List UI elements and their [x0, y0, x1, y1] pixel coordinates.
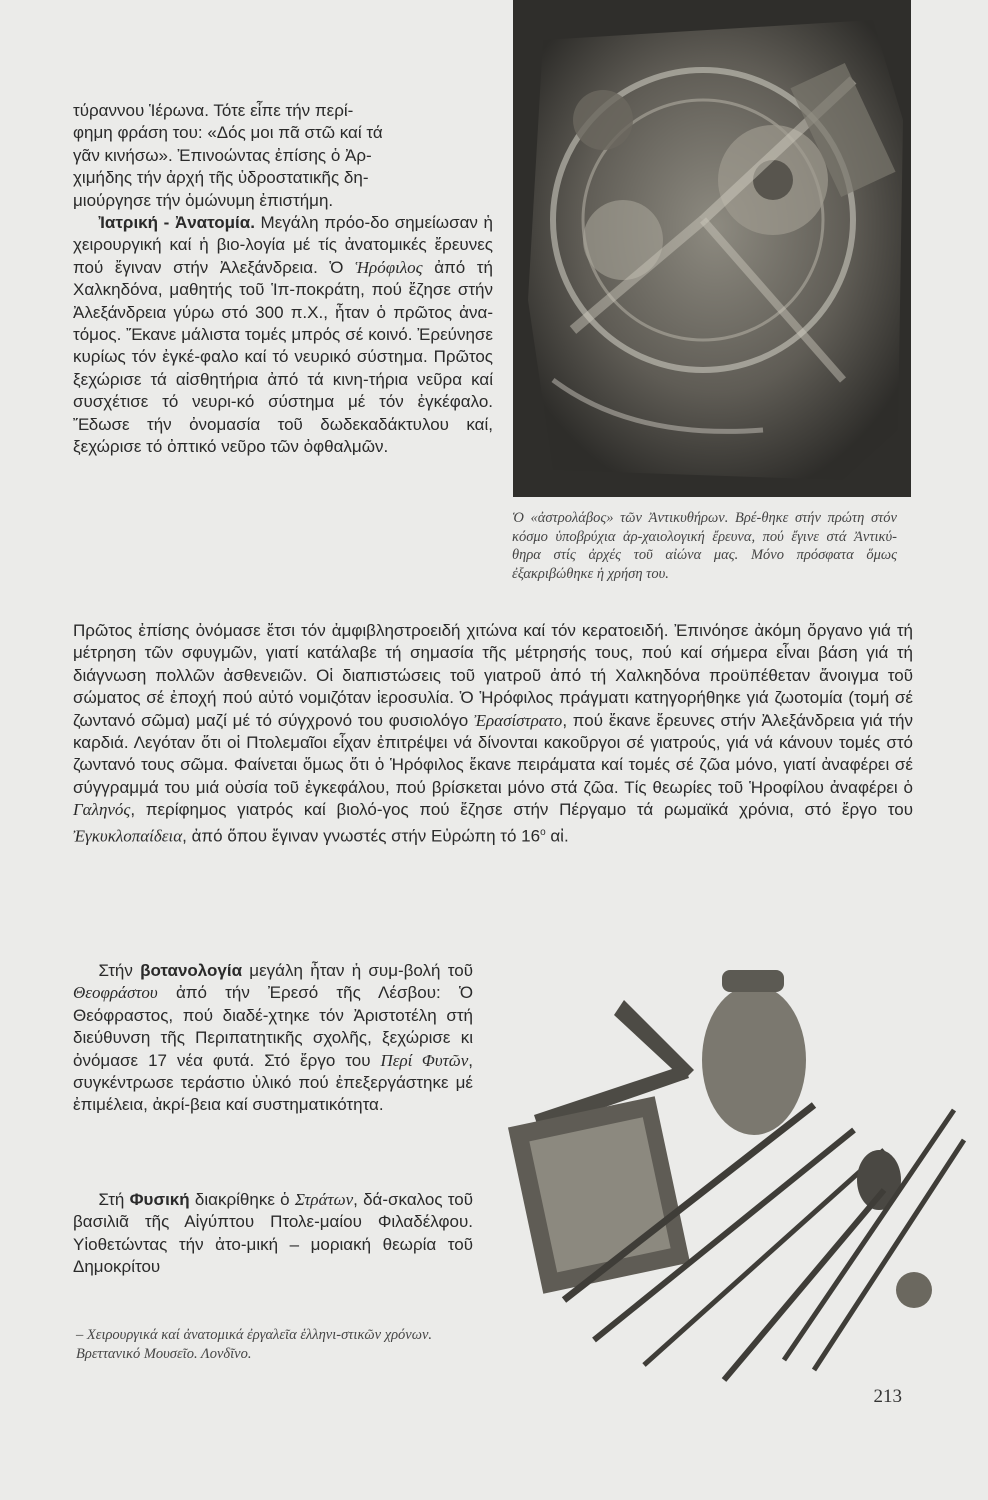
paragraph-physics: Στή Φυσική διακρίθηκε ὁ Στράτων, δά-σκαλος τοῦ βασιλιᾶ τῆς Αἰγύπτου Πτολε-μαίου Φιλαδέλφου. Υἱοθετώντας τήν ἀτο-μική – μοριακή θεωρία τοῦ Δημοκρίτου [73, 1190, 473, 1277]
heading-medicine: Ἰατρική - Ἀνατομία. [98, 213, 255, 233]
paragraph-medicine-continued: Πρῶτος ἐπίσης ὀνόμασε ἔτσι τόν ἀμφιβληστροειδή χιτώνα καί τόν κερατοειδή. Ἐπινόησε ἀκόμη ὄργανο γιά τή μέτρηση τῶν σφυγμῶν, γιατί κατάλαβε τή σημασία τῆς μέτρησής τους, πού καί σήμερα εἶναι βάση γιά τή διάγνωση πολλῶν ἀσθενειῶν. Οἱ διαπιστώσεις τοῦ γιατροῦ ἀπό τή Χαλκηδόνα προϋπέθεταν ἄνοιγμα τοῦ σώματος σέ ἐποχή πού αὐτό νομιζόταν ἱεροσυλία. Ὁ Ἡρόφιλος πράγματι κατηγορήθηκε γιά ζωοτομία (τομή σέ ζωντανό σῶμα) μαζί μέ τό σύγχρονό του φυσιολόγο Ἐρασίστρατο, πού ἔκανε ἔρευνες στήν Ἀλεξάνδρεια γιά τήν καρδιά. Λεγόταν ὅτι οἱ Πτολεμαῖοι εἶχαν ἐπιτρέψει νά δίνονται κακοῦργοι σέ γιατρούς, γιά νά κάνουν τομές στό ζωντανό τους σῶμα. Φαίνεται ὅμως ὅτι ὁ Ἡρόφιλος ἔκανε πειράματα καί τομές σέ ζῶα μόνο, γιατί ἀναφέρει σέ σύγγραμμά του μιά οὐσία τοῦ ἐγκεφάλου, πού βρίσκεται μόνο στά ζῶα. Τίς θεωρίες τοῦ Ἡροφίλου ἀναφέρει ὁ Γαληνός, περίφημος γιατρός καί βιολό-γος πού ἔζησε στήν Πέργαμο τά ρωμαϊκά χρόνια, στό ἔργο του Ἐγκυκλοπαίδεια, ἀπό ὅπου ἔγιναν γνωστές στήν Εὐρώπη τό $16^o$ αἰ. [73, 621, 913, 846]
caption-mechanism: Ὁ «ἀστρολάβος» τῶν Ἀντικυθήρων. Βρέ-θηκε στήν πρώτη στόν κόσμο ὑποβρύχια ἀρ-χαιολογική ἔρευνα, πού ἔγινε στά Ἀντικύ-θηρα στίς ἀρχές τοῦ αἰώνα μας. Μόνο πρόσφατα ὅμως ἐξακριβώθηκε ἡ χρήση του. [512, 510, 897, 582]
page-number: 213 [873, 1386, 902, 1407]
paragraph-medicine: τύραννου Ἱέρωνα. Τότε εἶπε τήν περί- φημη φράση του: «Δός μοι πᾶ στῶ καί τά γᾶν κινήσω». Ἐπινοώντας ἐπίσης ὁ Ἀρ- χιμήδης τήν ἀρχή τῆς ὑδροστατικῆς δη- μιούργησε τήν ὁμώνυμη ἐπιστήμη. Ἰατρική - Ἀνατομία. Μεγάλη πρόο-δο σημείωσαν ἡ χειρουργική καί ἡ βιο-λογία μέ τίς ἀνατομικές ἔρευνες πού ἔγιναν στήν Ἀλεξάνδρεια. Ὁ Ἡρόφιλος ἀπό τή Χαλκηδόνα, μαθητής τοῦ Ἱπ-ποκράτη, πού ἔζησε στήν Ἀλεξάνδρεια γύρω στό 300 π.Χ., ἦταν ὁ πρῶτος ἀνα-τόμος. Ἔκανε μάλιστα τομές μπρός σέ κοινό. Ἐρεύνησε κυρίως τόν ἐγκέ-φαλο καί τό νευρικό σύστημα. Πρῶτος ξεχώρισε τά αἰσθητήρια ἀπό τά κινη-τήρια νεῦρα καί συσχέτισε τό νευρι-κό σύστημα μέ τόν ἐγκέφαλο. Ἔδωσε τήν ὀνομασία τοῦ δωδεκαδάκτυλου καί, ξεχώρισε τό ὀπτικό νεῦρο τῶν ὀφθαλμῶν. [73, 101, 493, 457]
antikythera-mechanism-photo [513, 0, 911, 497]
heading-botany: βοτανολογία [140, 961, 243, 980]
caption-tools: – Χειρουργικά καί ἀνατομικά ἐργαλεῖα ἑλληνι-στικῶν χρόνων. Βρεττανικό Μουσεῖο. Λονδῖνο. [76, 1327, 433, 1362]
heading-physics: Φυσική [129, 1190, 190, 1209]
surgical-tools-photo [484, 960, 972, 1390]
paragraph-botany: Στήν βοτανολογία μεγάλη ἦταν ἡ συμ-βολή τοῦ Θεοφράστου ἀπό τήν Ἐρεσό τῆς Λέσβου: Ὁ Θεόφραστος, πού διαδέ-χτηκε τόν Ἀριστοτέλη στή διεύθυνση τῆς Περιπατητικῆς σχολῆς, ξεχώρισε κι ὀνόμασε 17 νέα φυτά. Στό ἔργο του Περί Φυτῶν, συγκέντρωσε τεράστιο ὑλικό πού ἐπεξεργάστηκε μέ ἐπιμέλεια, ἀκρί-βεια καί συστηματικότητα. [73, 961, 473, 1115]
